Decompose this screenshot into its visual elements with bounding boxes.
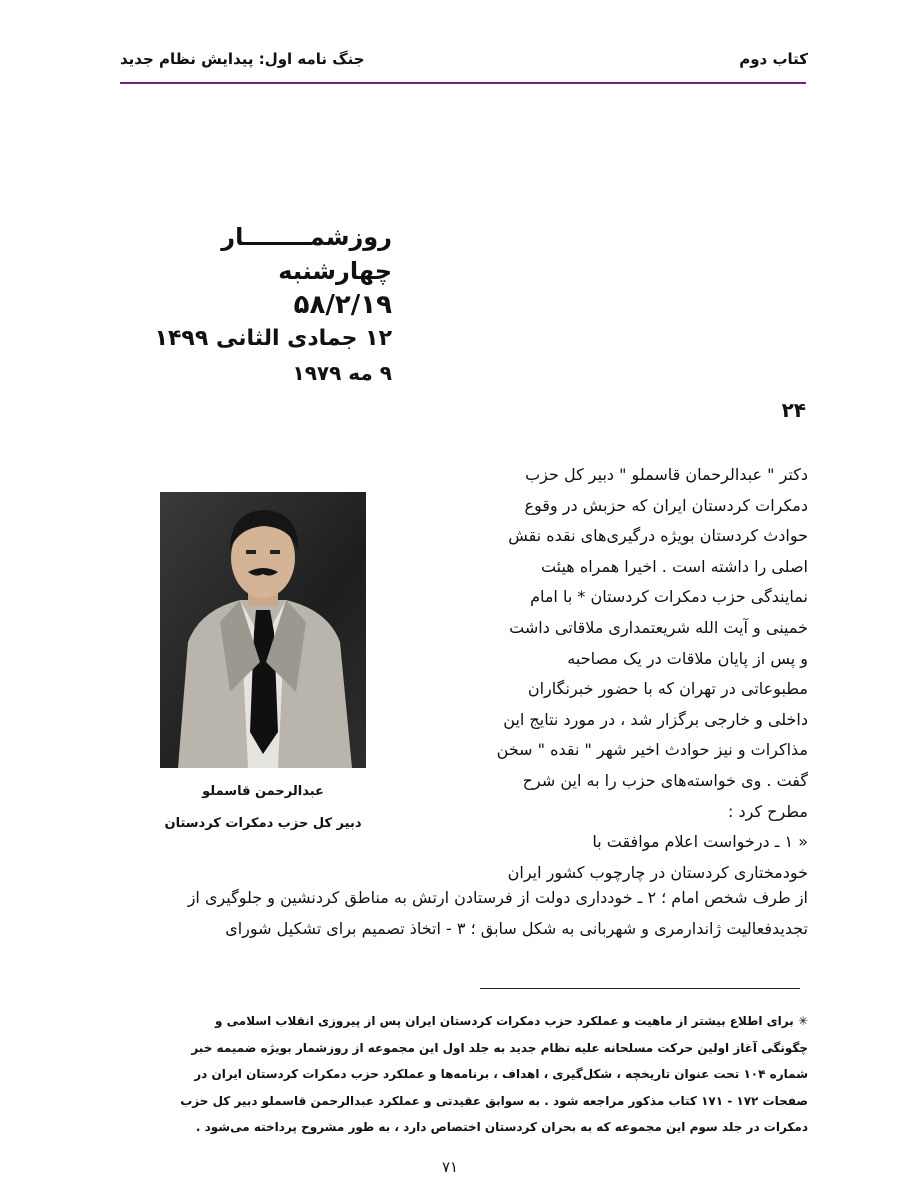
text-line: دمکرات کردستان ایران که حزبش در وقوع (524, 495, 808, 515)
photo-caption-name: عبدالرحمن قاسملو (202, 784, 324, 799)
text-line: داخلی و خارجی برگزار شد ، در مورد نتایج این (503, 709, 808, 729)
text-line: مطبوعاتی در تهران که با حضور خبرنگاران (527, 679, 808, 699)
gregorian-date: ۹ مه ۱۹۷۹ (292, 361, 392, 385)
portrait-photo (160, 492, 366, 768)
full-width-text (82, 882, 808, 944)
text-line: حوادث کردستان بویژه درگیری‌های نقده نقش (508, 526, 808, 546)
text-line: تجدیدفعالیت ژاندارمری و شهربانی به شکل سابق ؛ ۳ - اتخاذ تصمیم برای تشکیل شورای (225, 919, 808, 938)
footnote-divider (480, 988, 800, 989)
text-line: مطرح کرد : (728, 801, 808, 821)
text-line: گفت . وی خواسته‌های حزب را به این شرح (522, 770, 808, 790)
footnote-line: ✳ برای اطلاع بیشتر از ماهیت و عملکرد حزب دمکرات کردستان ایران پس از پیروزی انقلاب اسلامی و (214, 1014, 808, 1028)
text-line: نمایندگی حزب دمکرات کردستان * با امام (530, 587, 808, 607)
footnote (78, 1008, 808, 1141)
solar-date: ۵۸/۲/۱۹ (293, 290, 392, 320)
text-line: مذاکرات و نیز حوادث اخیر شهر " نقده " سخن (496, 740, 808, 760)
column-text (474, 460, 808, 888)
footnote-line: چگونگی آغاز اولین حرکت مسلحانه علیه نظام جدید به جلد اول این مجموعه از روزشمار بویژه ضمیمه خبر (191, 1040, 808, 1055)
page-number: ۷۱ (441, 1158, 459, 1176)
text-line: و پس از پایان ملاقات در یک مصاحبه (567, 648, 808, 668)
entry-number: ۲۴ (781, 398, 806, 422)
date-block (72, 220, 392, 390)
footnote-line: دمکرات در جلد سوم این مجموعه که به بحران کردستان اختصاص دارد ، به طور مشروح پرداخته می‌شود . (195, 1120, 808, 1134)
text-line: خمینی و آیت الله شریعتمداری ملاقاتی داشت (509, 617, 808, 637)
hijri-date: ۱۲ جمادی الثانی ۱۴۹۹ (154, 326, 392, 351)
section-title: جنگ نامه اول: پیدایش نظام جدید (120, 50, 365, 68)
book-label: کتاب دوم (739, 50, 808, 68)
chronicle-title: روزشمــــــــار (221, 223, 392, 251)
footnote-line: شماره ۱۰۴ تحت عنوان تاریخچه ، شکل‌گیری ، اهداف ، برنامه‌ها و عملکرد حزب دمکرات کردستان ایران در (194, 1067, 808, 1081)
weekday: چهارشنبه (278, 257, 392, 285)
text-line: دکتر " عبدالرحمان قاسملو " دبیر کل حزب (525, 465, 808, 484)
text-line: خودمختاری کردستان در چارچوب کشور ایران (507, 862, 808, 882)
text-line: از طرف شخص امام ؛ ۲ ـ خودداری دولت از فرستادن ارتش به مناطق کردنشین و جلوگیری از (187, 888, 808, 907)
text-line: اصلی را داشته است . اخیرا همراه هیئت (540, 556, 808, 576)
text-line: « ۱ ـ درخواست اعلام موافقت با (592, 832, 808, 852)
portrait-image (160, 492, 366, 768)
photo-caption-title: دبیر کل حزب دمکرات کردستان (164, 816, 362, 831)
header-divider (120, 82, 806, 84)
footnote-line: صفحات ۱۷۲ - ۱۷۱ کتاب مذکور مراجعه شود . به سوابق عقیدتی و عملکرد عبدالرحمن قاسملو دبیر کل حزب (180, 1093, 808, 1108)
